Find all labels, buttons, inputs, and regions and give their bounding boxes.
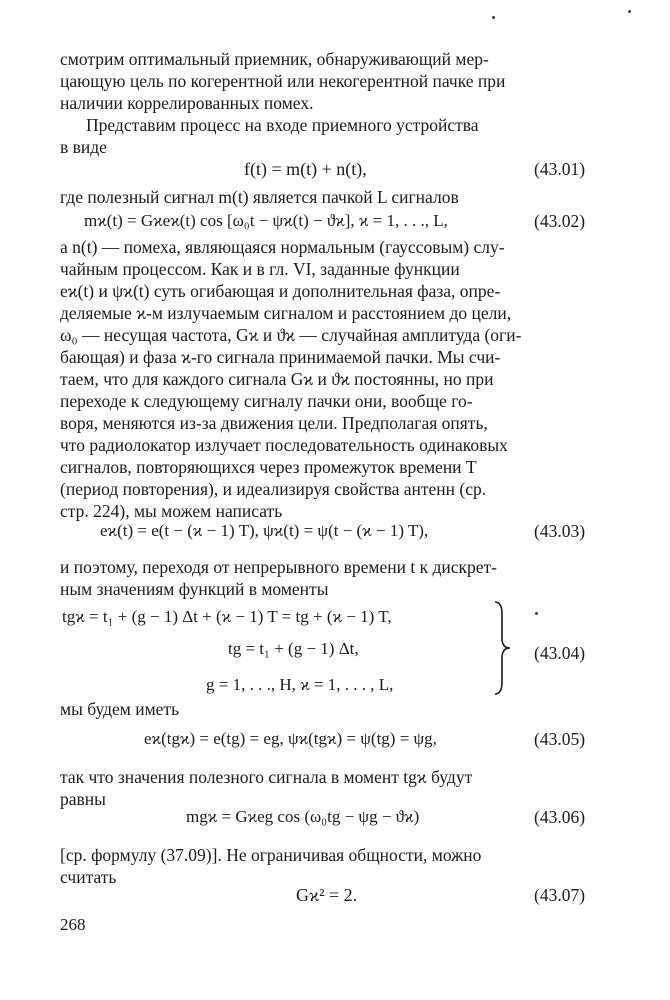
equation-43-03: eϰ(t) = e(t − (ϰ − 1) T), ψϰ(t) = ψ(t − (ϰ − 1) T), [100, 521, 429, 540]
text-line: так что значения полезного сигнала в момент tgϰ будут [60, 767, 473, 787]
equation-43-04-line-1: tgϰ = t₁ + (g − 1) Δt + (ϰ − 1) T = tg + (ϰ − 1) T, [62, 607, 392, 626]
equation-43-07: Gϰ² = 2. [296, 885, 358, 905]
equation-number: (43.07) [534, 885, 586, 905]
text-line: цающую цель по когерентной или некогерентной пачке при [60, 71, 506, 91]
equation-43-05: eϰ(tgϰ) = e(tg) = eg, ψϰ(tgϰ) = ψ(tg) = ψg, [144, 729, 437, 748]
equation-number: (43.05) [534, 729, 586, 749]
scan-speck [535, 612, 538, 615]
equation-number: (43.02) [534, 211, 586, 231]
scan-speck [628, 10, 631, 13]
text-line: смотрим оптимальный приемник, обнаруживающий мер- [60, 49, 489, 69]
equation-number: (43.03) [534, 521, 586, 541]
text-line: равны [60, 789, 106, 809]
equation-number: (43.04) [534, 643, 586, 663]
text-line: ным значениям функций в моменты [60, 579, 329, 599]
text-line: сигналов, повторяющихся через промежуток времени T [60, 457, 477, 477]
text-line: переходе к следующему сигналу пачки они, вообще го- [60, 391, 473, 411]
equation-43-06: mgϰ = Gϰeg cos (ω₀tg − ψg − ϑϰ) [186, 807, 420, 826]
text-line: в виде [60, 137, 107, 157]
equation-43-02: mϰ(t) = Gϰeϰ(t) cos [ω₀t − ψϰ(t) − ϑϰ], ϰ = 1, . . ., L, [84, 211, 448, 230]
scan-speck [492, 16, 495, 19]
text-line: Представим процесс на входе приемного устройства [86, 115, 479, 135]
text-line: и поэтому, переходя от непрерывного времени t к дискрет- [60, 557, 497, 577]
right-brace [492, 600, 514, 696]
text-line: мы будем иметь [60, 699, 180, 719]
equation-43-01: f(t) = m(t) + n(t), [244, 159, 367, 179]
text-line: что радиолокатор излучает последовательность одинаковых [60, 435, 508, 455]
text-line: где полезный сигнал m(t) является пачкой L сигналов [60, 187, 459, 207]
equation-number: (43.01) [534, 159, 586, 179]
text-line: воря, меняются из-за движения цели. Предполагая опять, [60, 413, 488, 433]
text-line: (период повторения), и идеализируя свойства антенн (ср. [60, 479, 487, 499]
text-line: а n(t) — помеха, являющаяся нормальным (гауссовым) слу- [60, 237, 505, 257]
text-line: бающая) и фаза ϰ-го сигнала принимаемой пачки. Мы счи- [60, 347, 501, 367]
equation-43-04-line-2: tg = t₁ + (g − 1) Δt, [228, 639, 359, 658]
text-line: [ср. формулу (37.09)]. Не ограничивая общности, можно [60, 845, 482, 865]
text-line: наличии коррелированных помех. [60, 93, 314, 113]
text-line: чайным процессом. Как и в гл. VI, заданные функции [60, 259, 460, 279]
text-line: ω₀ — несущая частота, Gϰ и ϑϰ — случайная амплитуда (оги- [60, 325, 522, 345]
text-line: считать [60, 867, 117, 887]
text-line: таем, что для каждого сигнала Gϰ и ϑϰ постоянны, но при [60, 369, 494, 389]
page-number: 268 [60, 915, 86, 934]
equation-number: (43.06) [534, 807, 586, 827]
text-line: стр. 224), мы можем написать [60, 501, 283, 521]
equation-43-04-line-3: g = 1, . . ., H, ϰ = 1, . . . , L, [206, 675, 394, 694]
text-line: eϰ(t) и ψϰ(t) суть огибающая и дополнительная фаза, опре- [60, 281, 501, 301]
text-line: деляемые ϰ-м излучаемым сигналом и расстоянием до цели, [60, 303, 512, 323]
